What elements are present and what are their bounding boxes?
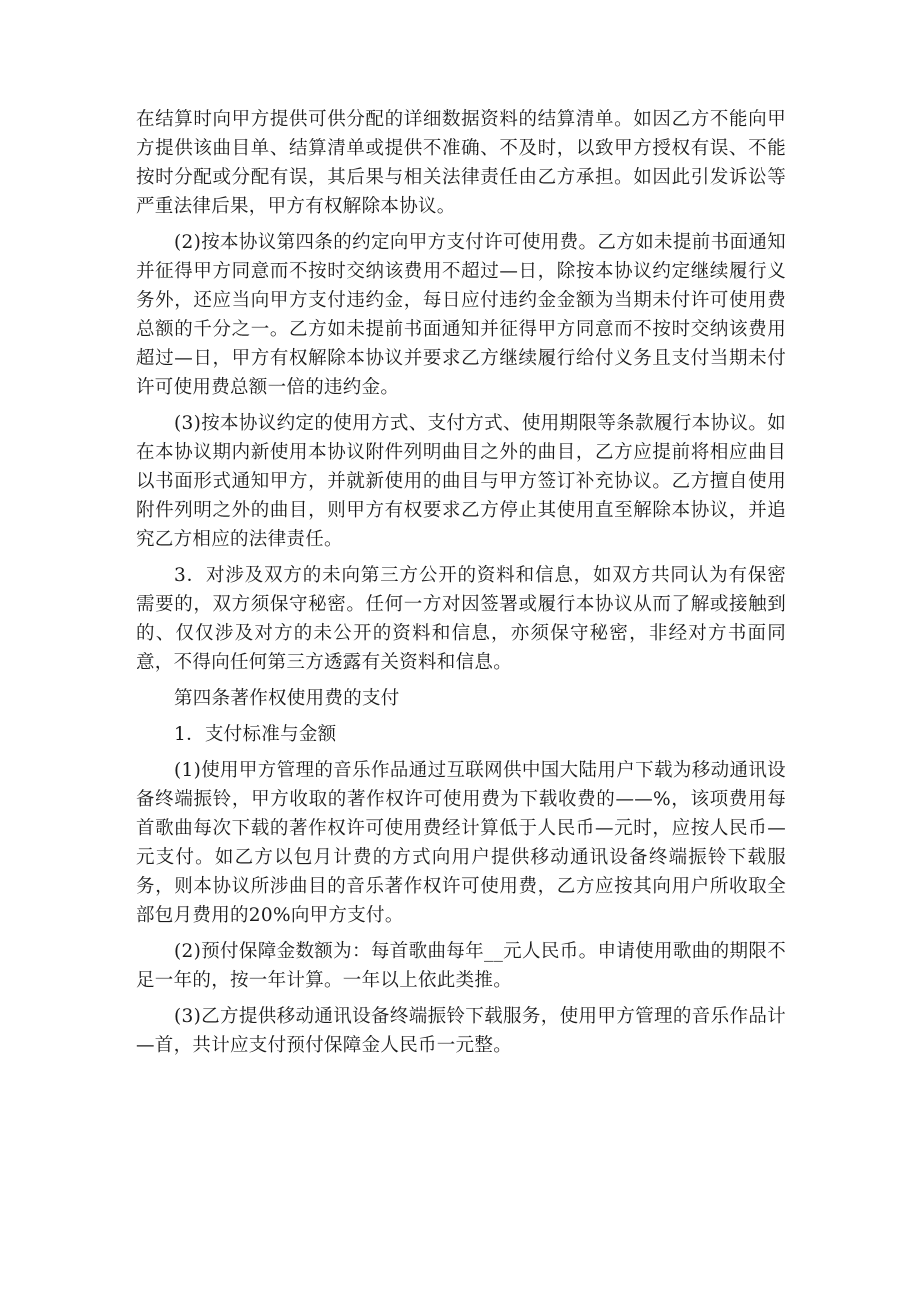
subsection-heading-payment-standard: 1．支付标准与金额	[174, 724, 337, 745]
paragraph-total-guarantee: (3)乙方提供移动通讯设备终端振铃下载服务，使用甲方管理的音乐作品计—首，共计应支付预付保障金人民币一元整。	[136, 1006, 786, 1056]
paragraph-clause-3-usage-terms: (3)按本协议约定的使用方式、支付方式、使用期限等条款履行本协议。如在本协议期内新使用本协议附件列明曲目之外的曲目，乙方应提前将相应曲目以书面形式通知甲方，并就新使用的曲目与甲方签订补充协议。乙方擅自使用附件列明之外的曲目，则甲方有权要求乙方停止其使用直至解除本协议，并追究乙方相应的法律责任。	[136, 413, 786, 550]
paragraph-fee-rate: (1)使用甲方管理的音乐作品通过互联网供中国大陆用户下载为移动通讯设备终端振铃，甲方收取的著作权许可使用费为下载收费的——%，该项费用每首歌曲每次下载的著作权许可使用费经计算低于人民币—元时，应按人民币—元支付。如乙方以包月计费的方式向用户提供移动通讯设备终端振铃下载服务，则本协议所涉曲目的音乐著作权许可使用费，乙方应按其向用户所收取全部包月费用的20%向甲方支付。	[136, 760, 786, 926]
section-heading-article-4: 第四条著作权使用费的支付	[174, 688, 400, 709]
paragraph-settlement: 在结算时向甲方提供可供分配的详细数据资料的结算清单。如因乙方不能向甲方提供该曲目单、结算清单或提供不准确、不及时，以致甲方授权有误、不能按时分配或分配有误，其后果与相关法律责任由乙方承担。如因此引发诉讼等严重法律后果，甲方有权解除本协议。	[136, 109, 786, 217]
paragraph-prepaid-guarantee: (2)预付保障金数额为：每首歌曲每年__元人民币。申请使用歌曲的期限不足一年的，按一年计算。一年以上依此类推。	[136, 941, 786, 991]
paragraph-clause-2-fee-payment: (2)按本协议第四条的约定向甲方支付许可使用费。乙方如未提前书面通知并征得甲方同意而不按时交纳该费用不超过—日，除按本协议约定继续履行义务外，还应当向甲方支付违约金，每日应付违约金金额为当期未付许可使用费总额的千分之一。乙方如未提前书面通知并征得甲方同意而不按时交纳该费用超过—日，甲方有权解除本协议并要求乙方继续履行给付义务且支付当期未付许可使用费总额一倍的违约金。	[136, 232, 786, 398]
paragraph-confidentiality: 3．对涉及双方的未向第三方公开的资料和信息，如双方共同认为有保密需要的，双方须保守秘密。任何一方对因签署或履行本协议从而了解或接触到的、仅仅涉及对方的未公开的资料和信息，亦须保守秘密，非经对方书面同意，不得向任何第三方透露有关资料和信息。	[136, 565, 786, 673]
